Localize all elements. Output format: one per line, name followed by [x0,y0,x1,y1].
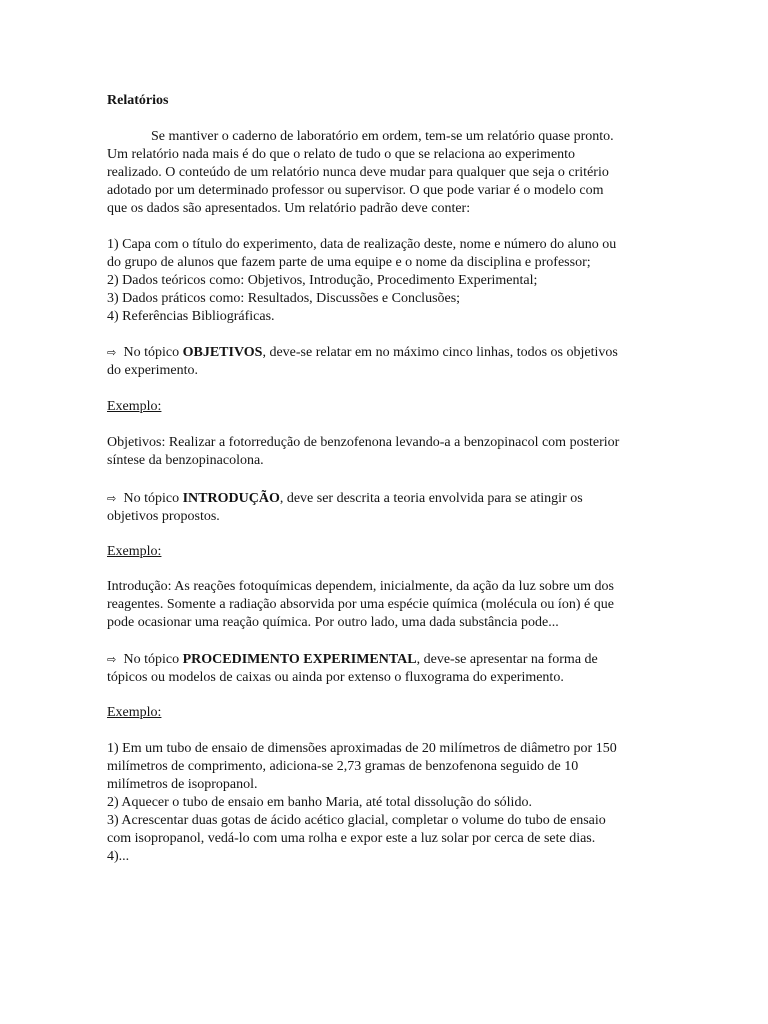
arrow-right-icon: ⇨ [107,492,117,505]
intro-line: adotado por um determinado professor ou supervisor. O que pode variar é o modelo com [107,183,604,198]
example-line: 4)... [107,849,130,864]
example-label: Exemplo: [107,399,162,414]
example-line: Objetivos: Realizar a fotorredução de benzofenona levando-a a benzopinacol com posterior [107,435,620,450]
topic-description: , deve-se relatar em no máximo cinco linhas, todos os objetivos [262,345,618,360]
topic-prefix: No tópico [120,345,183,360]
objetivos-example-label [107,398,667,416]
intro-paragraph [107,128,667,218]
example-line: milímetros de isopropanol. [107,777,258,792]
example-line: Introdução: As reações fotoquímicas dependem, inicialmente, da ação da luz sobre um dos [107,579,614,594]
topic-description-continued: do experimento. [107,363,198,378]
list-item: 4) Referências Bibliográficas. [107,309,275,324]
procedimento-example [107,740,667,866]
report-contents-list [107,236,667,326]
arrow-right-icon: ⇨ [107,346,117,359]
example-label: Exemplo: [107,544,162,559]
topic-keyword: INTRODUÇÃO [182,491,280,506]
list-item: 1) Capa com o título do experimento, data de realização deste, nome e número do aluno ou [107,237,617,252]
list-item: 3) Dados práticos como: Resultados, Discussões e Conclusões; [107,291,461,306]
introducao-example-label [107,543,667,561]
objetivos-topic-line [107,344,667,362]
objetivos-section [107,344,667,380]
intro-line: que os dados são apresentados. Um relatório padrão deve conter: [107,201,471,216]
example-line: 2) Aquecer o tubo de ensaio em banho Maria, até total dissolução do sólido. [107,795,532,810]
page-title: Relatórios [107,93,169,108]
topic-description: , deve ser descrita a teoria envolvida para se atingir os [279,491,583,506]
intro-line: Se mantiver o caderno de laboratório em ordem, tem-se um relatório quase pronto. [151,129,614,144]
example-line: com isopropanol, vedá-lo com uma rolha e expor este a luz solar por cerca de sete dias. [107,831,596,846]
introducao-example [107,578,667,632]
topic-prefix: No tópico [120,491,183,506]
example-label: Exemplo: [107,705,162,720]
example-line: reagentes. Somente a radiação absorvida por uma espécie química (molécula ou íon) é que [107,597,614,612]
list-item: do grupo de alunos que fazem parte de uma equipe e o nome da disciplina e professor; [107,255,591,270]
example-line: síntese da benzopinacolona. [107,453,264,468]
topic-description-continued: tópicos ou modelos de caixas ou ainda por extenso o fluxograma do experimento. [107,670,564,685]
intro-line: realizado. O conteúdo de um relatório nunca deve mudar para qualquer que seja o critério [107,165,609,180]
list-item: 2) Dados teóricos como: Objetivos, Introdução, Procedimento Experimental; [107,273,538,288]
objetivos-example [107,434,667,470]
arrow-right-icon: ⇨ [107,653,117,666]
introducao-section [107,490,667,526]
topic-description: , deve-se apresentar na forma de [416,652,598,667]
example-line: milímetros de comprimento, adiciona-se 2,73 gramas de benzofenona seguido de 10 [107,759,579,774]
example-line: 1) Em um tubo de ensaio de dimensões aproximadas de 20 milímetros de diâmetro por 150 [107,741,617,756]
procedimento-topic-line [107,651,667,669]
topic-description-continued: objetivos propostos. [107,509,220,524]
example-line: 3) Acrescentar duas gotas de ácido acético glacial, completar o volume do tubo de ensaio [107,813,606,828]
procedimento-example-label [107,704,667,722]
topic-keyword: OBJETIVOS [182,345,263,360]
example-line: pode ocasionar uma reação química. Por outro lado, uma dada substância pode... [107,615,559,630]
introducao-topic-line [107,490,667,508]
intro-line: Um relatório nada mais é do que o relato de tudo o que se relaciona ao experimento [107,147,576,162]
topic-keyword: PROCEDIMENTO EXPERIMENTAL [182,652,417,667]
topic-prefix: No tópico [120,652,183,667]
procedimento-section [107,651,667,687]
